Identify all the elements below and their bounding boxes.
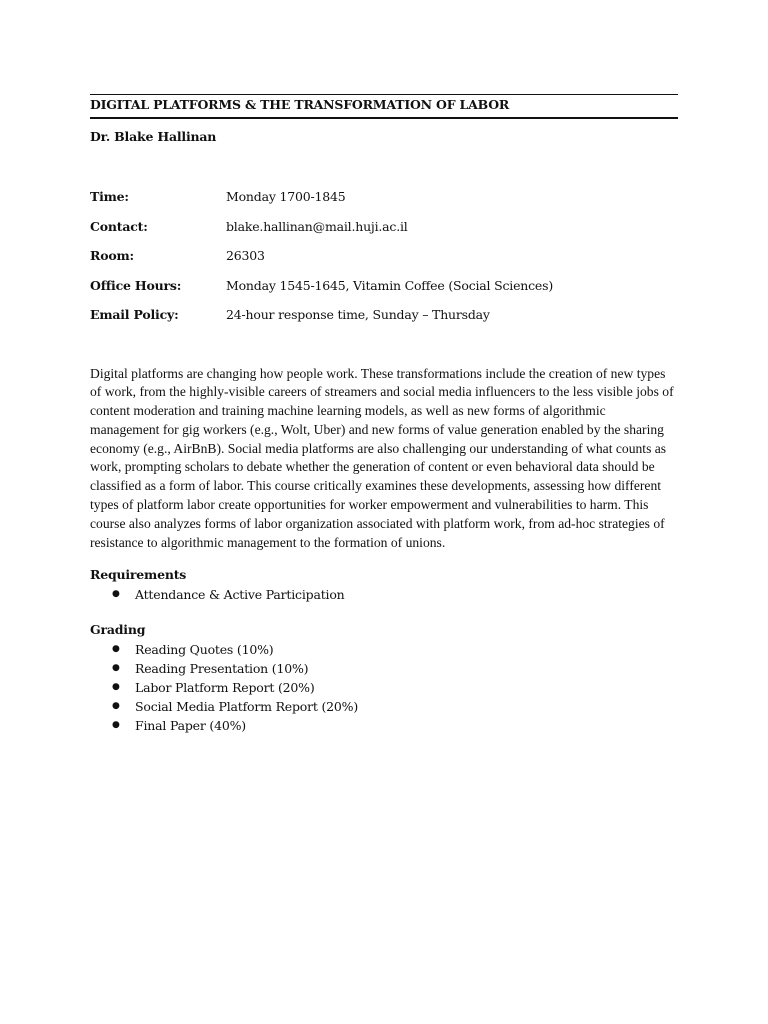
info-label: Time: [90,189,129,204]
info-row-contact [90,219,678,249]
list-item-text: Reading Presentation (10%) [135,660,309,676]
info-label: Room: [90,248,134,263]
info-row-time [90,189,678,219]
list-item [90,716,678,735]
info-label: Office Hours: [90,277,182,293]
course-description: Digital platforms are changing how people work. These transformations include the creation of new types of work, from the highly-visible careers of streamers and social media influencers to the less visible jobs of content moderation and training machine learning models, as well as new forms of algorithmic management for gig workers (e.g., Wolt, Uber) and new forms of value generation enabled by the sharing economy (e.g., AirBnB). Social media platforms are also challenging our understanding of what counts as work, prompting scholars to debate whether the generation of content or even behavioral data should be classified as a form of labor. This course critically examines these developments, assessing how different types of platform labor create opportunities for worker empowerment and vulnerabilities to harm. This course also analyzes forms of labor organization associated with platform work, from ad-hoc strategies of resistance to algorithmic management to the formation of unions. [90,365,674,550]
requirements-list [90,585,678,604]
requirements-heading: Requirements [90,567,187,583]
list-item-text: Labor Platform Report (20%) [135,680,315,696]
info-value: 26303 [226,248,265,263]
bullet-icon: ● [112,720,120,731]
instructor-name: Dr. Blake Hallinan [90,129,217,144]
grading-heading: Grading [90,621,146,637]
list-item-text: Social Media Platform Report (20%) [135,699,359,715]
info-row-room [90,248,678,278]
list-item-text: Final Paper (40%) [135,718,246,734]
bullet-icon: ● [112,682,120,693]
course-title: DIGITAL PLATFORMS & THE TRANSFORMATION OF LABOR [90,97,510,112]
list-item-text: Attendance & Active Participation [135,587,345,603]
contact-email: blake.hallinan@mail.huji.ac.il [226,218,408,234]
info-row-email-policy [90,307,678,337]
list-item [90,697,678,716]
bullet-icon: ● [112,589,120,600]
info-label: Email Policy: [90,307,179,322]
bullet-icon: ● [112,701,120,712]
info-value: 24-hour response time, Sunday – Thursday [226,307,490,322]
list-item [90,678,678,697]
list-item [90,659,678,678]
info-label: Contact: [90,218,148,234]
list-item-text: Reading Quotes (10%) [135,641,274,657]
grading-list [90,640,678,736]
bullet-icon: ● [112,643,120,654]
info-value: Monday 1545-1645, Vitamin Coffee (Social Sciences) [226,277,554,293]
course-info-table [90,189,678,337]
title-block [90,94,678,119]
syllabus-page [90,94,678,736]
info-row-office-hours [90,278,678,308]
list-item [90,640,678,659]
bullet-icon: ● [112,662,120,673]
list-item [90,585,678,604]
info-value: Monday 1700-1845 [226,189,346,204]
